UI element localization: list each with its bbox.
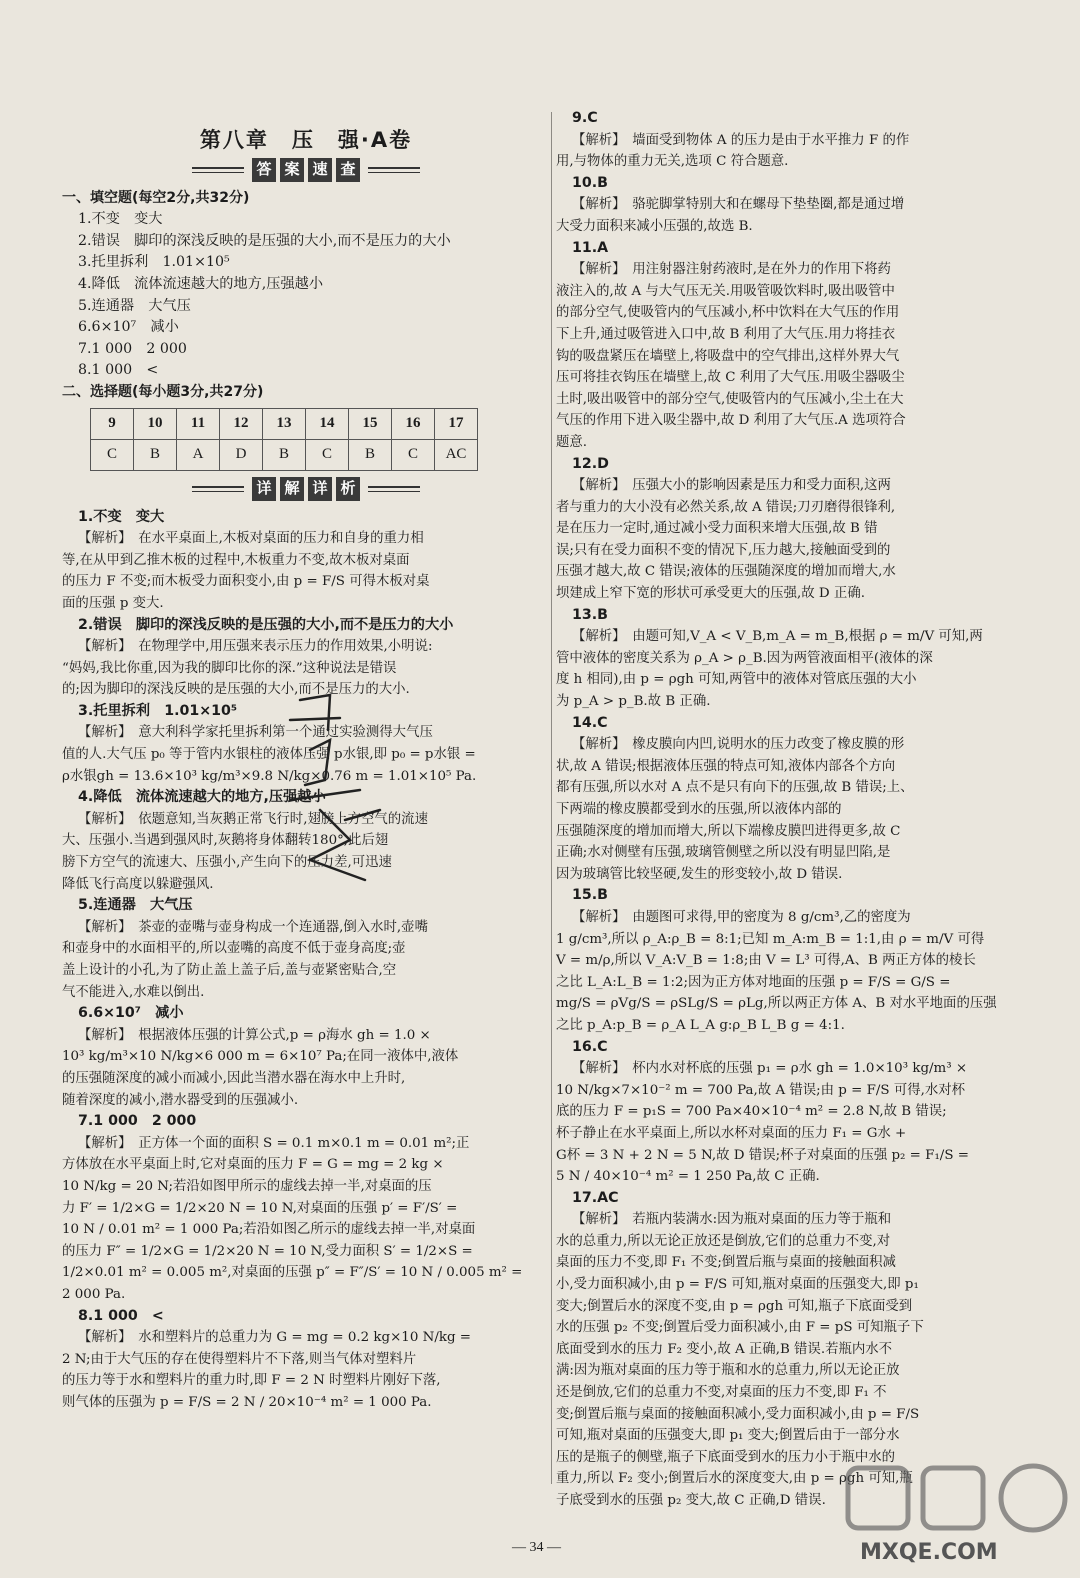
detail-line: 变;倒置后瓶与桌面的接触面积减小,受力面积减小,由 p = F/S <box>556 1406 920 1422</box>
detail-line: G杯 = 3 N + 2 N = 5 N,故 D 错误;杯子对桌面的压强 p₂ = F₁/S = <box>556 1147 969 1163</box>
detail-line: 等,在从甲到乙推木板的过程中,木板重力不变,故木板对桌面 <box>62 552 410 568</box>
detail-line: 水的压强 p₂ 不变;倒置后受力面积减小,由 F = pS 可知瓶子下 <box>556 1320 924 1336</box>
detail-line: 面的压强 p 变大. <box>62 595 164 611</box>
detail-line: 【解析】 茶壶的壶嘴与壶身构成一个连通器,倒入水时,壶嘴 <box>78 919 428 935</box>
detail-head: 1.不变 变大 <box>78 508 165 525</box>
detail-line: 【解析】 杯内水对杯底的压强 p₁ = ρ水 gh = 1.0×10³ kg/m³ × <box>572 1061 968 1077</box>
banner-tiles <box>250 158 362 182</box>
detail-head: 16.C <box>572 1038 608 1055</box>
detail-line: 者与重力的大小没有必然关系,故 A 错误;刀刃磨得很锋利, <box>556 499 896 515</box>
detail-line: 误;只有在受力面积不变的情况下,压力越大,接触面受到的 <box>556 542 891 558</box>
banner-rule-left <box>192 486 244 492</box>
fill-answer: 6.6×10⁷ 减小 <box>78 319 179 336</box>
detail-item <box>556 173 1044 238</box>
detail-line: 10³ kg/m³×10 N/kg×6 000 m = 6×10⁷ Pa;在同一液体中,液体 <box>62 1049 459 1065</box>
detail-line: 的部分空气,使吸管内的气压减小,杯中饮料在大气压的作用 <box>556 305 900 321</box>
fill-answer: 8.1 000 < <box>78 362 159 379</box>
handwritten-scribble <box>270 690 400 890</box>
choice-answer-cell: A <box>177 439 220 470</box>
detail-line: 膀下方空气的流速大、压强小,产生向下的压力差,可迅速 <box>62 855 392 871</box>
detail-item <box>556 238 1044 454</box>
detail-item <box>556 454 1044 605</box>
choice-answer-cell: AC <box>435 439 478 470</box>
details-banner <box>62 477 550 501</box>
detail-line: 状,故 A 错误;根据液体压强的特点可知,液体内部各个方向 <box>556 758 896 774</box>
detail-line: 随着深度的减小,潜水器受到的压强减小. <box>62 1092 299 1108</box>
left-detail-list <box>62 507 550 1414</box>
detail-line: “妈妈,我比你重,因为我的脚印比你的深.”这种说法是错误 <box>62 660 397 676</box>
choice-answer-cell: B <box>263 439 306 470</box>
detail-line: 【解析】 意大利科学家托里拆利第一个通过实验测得大气压 <box>78 725 433 741</box>
detail-line: 【解析】 用注射器注射药液时,是在外力的作用下将药 <box>572 262 891 278</box>
fill-answer: 7.1 000 2 000 <box>78 340 187 357</box>
detail-line: 底的压力 F = p₁S = 700 Pa×40×10⁻⁴ m² = 2.8 N,故 B 错误; <box>556 1104 947 1120</box>
detail-head: 2.错误 脚印的深浅反映的是压强的大小,而不是压力的大小 <box>78 616 454 633</box>
detail-item <box>62 1306 550 1414</box>
detail-line: 【解析】 骆驼脚掌特别大和在螺母下垫垫圈,都是通过增 <box>572 197 905 213</box>
banner-tiles <box>250 477 362 501</box>
detail-line: 管中液体的密度关系为 ρ_A > ρ_B.因为两管液面相平(液体的深 <box>556 650 933 666</box>
detail-item <box>556 108 1044 173</box>
detail-line: 10 N / 0.01 m² = 1 000 Pa;若沿如图乙所示的虚线去掉一半,对桌面 <box>62 1222 476 1238</box>
detail-item <box>62 507 550 615</box>
detail-head: 10.B <box>572 174 608 191</box>
detail-line: 都有压强,所以水对 A 点不是只有向下的压强,故 B 错误;上、 <box>556 780 914 796</box>
detail-line: 满:因为瓶对桌面的压力等于瓶和水的总重力,所以无论正放 <box>556 1363 900 1379</box>
detail-line: 大、压强小.当遇到强风时,灰鹅将身体翻转180°,此后翅 <box>62 833 389 849</box>
fill-answer: 2.错误 脚印的深浅反映的是压强的大小,而不是压力的大小 <box>78 232 451 249</box>
detail-head: 14.C <box>572 714 608 731</box>
detail-head: 8.1 000 < <box>78 1307 164 1324</box>
right-detail-list <box>556 108 1044 1512</box>
detail-line: 下上升,通过吸管进入口中,故 B 利用了大气压.用力将挂衣 <box>556 326 896 342</box>
detail-line: 的压力等于水和塑料片的重力时,即 F = 2 N 时塑料片刚好下落, <box>62 1373 441 1389</box>
detail-line: 【解析】 依题意知,当灰鹅正常飞行时,翅膀上方空气的流速 <box>78 811 428 827</box>
detail-line: 底面受到水的压力 F₂ 变小,故 A 正确,B 错误.若瓶内水不 <box>556 1341 893 1357</box>
column-divider <box>551 112 552 1484</box>
detail-line: 降低飞行高度以躲避强风. <box>62 876 214 892</box>
choice-number-cell: 17 <box>435 408 478 439</box>
detail-line: 力 F′ = 1/2×G = 1/2×20 N = 10 N,对桌面的压强 p′ = F′/S′ = <box>62 1200 458 1216</box>
banner-tile: 详 <box>252 477 276 501</box>
detail-line: 1/2×0.01 m² = 0.005 m²,对桌面的压强 p″ = F″/S′ = 10 N / 0.005 m² = <box>62 1265 523 1281</box>
detail-head: 3.托里拆利 1.01×10⁵ <box>78 702 238 719</box>
detail-line: 5 N / 40×10⁻⁴ m² = 1 250 Pa,故 C 正确. <box>556 1169 820 1185</box>
banner-tile: 答 <box>252 158 276 182</box>
detail-line: 盖上设计的小孔,为了防止盖上盖子后,盖与壶紧密贴合,空 <box>62 963 397 978</box>
detail-line: 气压的作用下进入吸尘器中,故 D 利用了大气压.A 选项符合 <box>556 413 906 429</box>
page-title: 第八章 压 强·A卷 <box>199 128 413 152</box>
detail-line: 的压强随深度的减小而减小,因此当潜水器在海水中上升时, <box>62 1070 406 1086</box>
detail-line: 的压力 F 不变;而木板受力面积变小,由 p = F/S 可得木板对桌 <box>62 574 430 590</box>
detail-item <box>556 605 1044 713</box>
detail-line: 【解析】 水和塑料片的总重力为 G = mg = 0.2 kg×10 N/kg = <box>78 1330 471 1346</box>
detail-line: 杯子静止在水平桌面上,所以水杯对桌面的压力 F₁ = G水 + <box>556 1125 907 1141</box>
detail-line: 度 h 相同),由 p = ρgh 可知,两管中的液体对管底压强的大小 <box>556 672 917 688</box>
detail-line: 变大;倒置后水的深度不变,由 p = ρgh 可知,瓶子下底面受到 <box>556 1298 913 1314</box>
detail-line: 正确;水对侧壁有压强,玻璃管侧壁之所以没有明显凹陷,是 <box>556 845 891 861</box>
detail-item <box>556 1037 1044 1188</box>
detail-line: 大受力面积来减小压强的,故选 B. <box>556 218 753 234</box>
page-number: — 34 — <box>512 1540 561 1555</box>
detail-line: 重力,所以 F₂ 变小;倒置后水的深度变大,由 p = ρgh 可知,瓶 <box>556 1471 913 1487</box>
detail-line: 小,受力面积减小,由 p = F/S 可知,瓶对桌面的压强变大,即 p₁ <box>556 1277 919 1293</box>
detail-line: 之比 p_A:p_B = ρ_A L_A g:ρ_B L_B g = 4:1. <box>556 1017 845 1033</box>
detail-line: 10 N/kg = 20 N;若沿如图甲所示的虚线去掉一半,对桌面的压 <box>62 1178 432 1194</box>
detail-line: 可知,瓶对桌面的压强变大,即 p₁ 变大;倒置后由于一部分水 <box>556 1428 900 1444</box>
detail-line: 之比 L_A:L_B = 1:2;因为正方体对地面的压强 p = F/S = G/S = <box>556 974 951 990</box>
detail-line: 为 p_A > p_B.故 B 正确. <box>556 694 711 710</box>
detail-line: 方体放在水平桌面上时,它对桌面的压力 F = G = mg = 2 kg × <box>62 1157 444 1173</box>
fill-answer: 3.托里拆利 1.01×10⁵ <box>78 254 230 271</box>
detail-head: 4.降低 流体流速越大的地方,压强越小 <box>78 789 326 806</box>
detail-line: 【解析】 若瓶内装满水:因为瓶对桌面的压力等于瓶和 <box>572 1212 892 1228</box>
detail-line: 压可将挂衣钩压在墙壁上,故 C 利用了大气压.用吸尘器吸尘 <box>556 370 905 386</box>
choice-answer-cell: C <box>306 439 349 470</box>
detail-head: 17.AC <box>572 1189 619 1206</box>
detail-head: 9.C <box>572 110 598 126</box>
detail-line: 钩的吸盘紧压在墙壁上,将吸盘中的空气排出,这样外界大气 <box>556 348 900 364</box>
fill-answer: 5.连通器 大气压 <box>78 297 191 314</box>
banner-tile: 速 <box>308 158 332 182</box>
detail-item <box>62 895 550 1003</box>
detail-line: 压强随深度的增加而增大,所以下端橡皮膜凹进得更多,故 C <box>556 823 901 839</box>
detail-head: 7.1 000 2 000 <box>78 1113 197 1130</box>
choice-number-cell: 14 <box>306 408 349 439</box>
detail-line: 是在压力一定时,通过减小受力面积来增大压强,故 B 错 <box>556 521 878 537</box>
banner-tile: 详 <box>308 477 332 501</box>
choice-number-cell: 10 <box>134 408 177 439</box>
choice-number-cell: 16 <box>392 408 435 439</box>
detail-line: 因为玻璃管比较坚硬,发生的形变较小,故 D 错误. <box>556 866 843 882</box>
detail-item <box>62 1003 550 1111</box>
choice-number-cell: 11 <box>177 408 220 439</box>
detail-line: 【解析】 根据液体压强的计算公式,p = ρ海水 gh = 1.0 × <box>78 1027 431 1043</box>
detail-line: 土时,吸出吸管中的部分空气,使吸管内的气压减小,尘土在大 <box>556 391 904 407</box>
choice-section-heading: 二、选择题(每小题3分,共27分) <box>62 383 264 400</box>
detail-head: 15.B <box>572 887 608 904</box>
detail-line: 下两端的橡皮膜都受到水的压强,所以液体内部的 <box>556 802 842 817</box>
detail-item <box>556 885 1044 1036</box>
detail-head: 5.连通器 大气压 <box>78 897 193 914</box>
detail-item <box>62 1111 550 1305</box>
choice-answer-table <box>90 408 478 471</box>
banner-tile: 析 <box>336 477 360 501</box>
detail-head: 12.D <box>572 455 609 472</box>
detail-line: 【解析】 在水平桌面上,木板对桌面的压力和自身的重力相 <box>78 531 424 547</box>
choice-answer-cell: B <box>349 439 392 470</box>
detail-line: 【解析】 正方体一个面的面积 S = 0.1 m×0.1 m = 0.01 m²;正 <box>78 1135 470 1151</box>
detail-head: 13.B <box>572 606 608 623</box>
detail-line: 液注入的,故 A 与大气压无关.用吸管吸饮料时,吸出吸管中 <box>556 283 895 299</box>
detail-line: 水的总重力,所以无论正放还是倒放,它们的总重力不变,对 <box>556 1233 891 1249</box>
detail-line: 1 g/cm³,所以 ρ_A:ρ_B = 8:1;已知 m_A:m_B = 1:1,由 ρ = m/V 可得 <box>556 931 985 947</box>
banner-rule-right <box>368 167 420 173</box>
banner-rule-left <box>192 167 244 173</box>
detail-line: 还是倒放,它们的总重力不变,对桌面的压力不变,即 F₁ 不 <box>556 1385 887 1401</box>
fill-answer: 4.降低 流体流速越大的地方,压强越小 <box>78 275 324 292</box>
banner-rule-right <box>368 486 420 492</box>
detail-line: 【解析】 橡皮膜向内凹,说明水的压力改变了橡皮膜的形 <box>572 737 905 753</box>
detail-line: 子底受到水的压强 p₂ 变大,故 C 正确,D 错误. <box>556 1493 826 1508</box>
detail-line: 桌面的压力不变,即 F₁ 不变;倒置后瓶与桌面的接触面积减 <box>556 1255 896 1271</box>
detail-line: 的压力 F″ = 1/2×G = 1/2×20 N = 10 N,受力面积 S′ = 1/2×S = <box>62 1243 473 1259</box>
detail-item <box>556 713 1044 886</box>
watermark-url: MXQE.COM <box>860 1540 998 1565</box>
choice-number-cell: 13 <box>263 408 306 439</box>
answers-banner <box>62 158 550 182</box>
detail-line: 【解析】 墙面受到物体 A 的压力是由于水平推力 F 的作 <box>572 132 910 148</box>
choice-answer-cell: C <box>392 439 435 470</box>
detail-line: mg/S = ρVg/S = ρSLg/S = ρLg,所以两正方体 A、B 对水平地面的压强 <box>556 996 997 1012</box>
choice-answer-row <box>91 439 478 470</box>
detail-line: 2 000 Pa. <box>62 1286 126 1302</box>
detail-line: 气不能进入,水难以倒出. <box>62 984 205 1000</box>
fill-answer: 1.不变 变大 <box>78 211 163 228</box>
detail-line: 值的人.大气压 p₀ 等于管内水银柱的液体压强 p水银,即 p₀ = p水银 = <box>62 747 476 763</box>
choice-answer-cell: C <box>91 439 134 470</box>
detail-item <box>62 615 550 701</box>
detail-line: 用,与物体的重力无关,选项 C 符合题意. <box>556 154 789 170</box>
detail-line: 和壶身中的水面相平的,所以壶嘴的高度不低于壶身高度;壶 <box>62 941 406 957</box>
detail-line: 的;因为脚印的深浅反映的是压强的大小,而不是压力的大小. <box>62 682 410 698</box>
detail-head: 6.6×10⁷ 减小 <box>78 1005 184 1022</box>
fill-answer-list <box>62 209 550 382</box>
choice-answer-cell: B <box>134 439 177 470</box>
detail-line: 压强才越大,故 C 错误;液体的压强随深度的增加而增大,水 <box>556 564 896 580</box>
detail-line: 【解析】 由题图可求得,甲的密度为 8 g/cm³,乙的密度为 <box>572 909 911 925</box>
choice-number-cell: 9 <box>91 408 134 439</box>
choice-number-cell: 15 <box>349 408 392 439</box>
choice-number-row <box>91 408 478 439</box>
banner-tile: 查 <box>336 158 360 182</box>
detail-line: 题意. <box>556 434 588 450</box>
detail-line: 则气体的压强为 p = F/S = 2 N / 20×10⁻⁴ m² = 1 000 Pa. <box>62 1394 432 1410</box>
detail-line: 【解析】 由题可知,V_A < V_B,m_A = m_B,根据 ρ = m/V 可知,两 <box>572 629 983 645</box>
detail-line: 坝建成上窄下宽的形状可承受更大的压强,故 D 正确. <box>556 586 865 602</box>
detail-line: ρ水银gh = 13.6×10³ kg/m³×9.8 N/kg×0.76 m = 1.01×10⁵ Pa. <box>62 768 477 784</box>
choice-number-cell: 12 <box>220 408 263 439</box>
choice-answer-cell: D <box>220 439 263 470</box>
detail-line: V = m/ρ,所以 V_A:V_B = 1:8;由 V = L³ 可得,A、B 两正方体的棱长 <box>556 953 976 969</box>
detail-line: 【解析】 压强大小的影响因素是压力和受力面积,这两 <box>572 478 891 494</box>
banner-tile: 解 <box>280 477 304 501</box>
fill-section-heading: 一、填空题(每空2分,共32分) <box>62 189 250 206</box>
detail-head: 11.A <box>572 239 609 256</box>
detail-line: 【解析】 在物理学中,用压强来表示压力的作用效果,小明说: <box>78 639 433 655</box>
detail-line: 2 N;由于大气压的存在使得塑料片不下落,则当气体对塑料片 <box>62 1351 417 1367</box>
banner-tile: 案 <box>280 158 304 182</box>
detail-line: 10 N/kg×7×10⁻² m = 700 Pa,故 A 错误;由 p = F/S 可得,水对杯 <box>556 1082 966 1098</box>
detail-line: 压的是瓶子的侧壁,瓶子下底面受到水的压力小于瓶中水的 <box>556 1449 896 1465</box>
right-column <box>556 108 1044 1512</box>
